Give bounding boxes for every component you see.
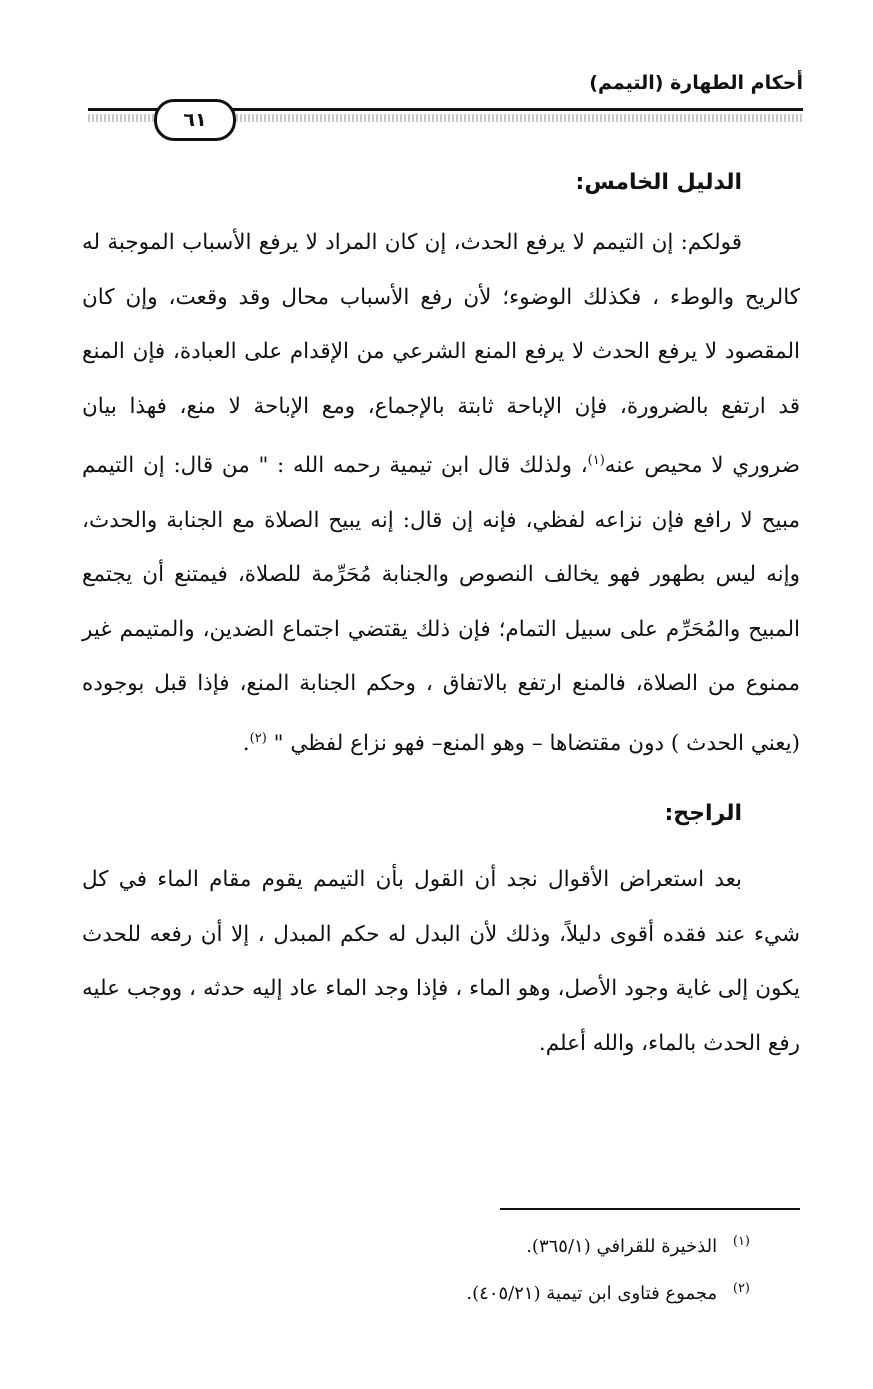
- footnote-2-text: مجموع فتاوى ابن تيمية (٤٠٥/٢١).: [466, 1283, 718, 1304]
- footnote-2: [120, 1281, 800, 1304]
- footnote-reference-1: (١): [587, 453, 605, 468]
- section-heading-fifth-evidence: الدليل الخامس:: [575, 170, 742, 195]
- preferred-opinion-section: [82, 789, 800, 1071]
- footnotes: [120, 1208, 800, 1304]
- footnote-reference-2: (٢): [249, 730, 267, 746]
- footnote-1-marker: (١): [732, 1234, 750, 1249]
- conclusion-paragraph: بعد استعراض الأقوال نجد أن القول بأن التيمم يقوم مقام الماء في كل شيء عند فقده أقوى دليلاً، وذلك لأن البدل له حكم المبدل ، إلا أن رفعه للحدث يكون إلى غاية وجود الأصل، وهو الماء ، فإذا وجد الماء عاد إليه حدثه ، ووجب عليه رفع الحدث بالماء، والله أعلم.: [82, 867, 800, 1056]
- running-title: أحكام الطهارة (التيمم): [589, 72, 803, 94]
- evidence-section: [82, 158, 800, 771]
- footnote-1: [120, 1234, 800, 1257]
- footnote-1-text: الذخيرة للقرافي (٣٦٥/١).: [526, 1236, 718, 1257]
- evidence-paragraph: [82, 216, 800, 771]
- page-header: [88, 68, 803, 138]
- page-number: ٦١: [154, 99, 236, 141]
- evidence-text-end: .: [242, 730, 250, 756]
- evidence-text-part-2: ، ولذلك قال ابن تيمية رحمه الله : " من قال: إن التيمم مبيح لا رافع فإن نزاعه لفظي، فإنه إن قال: إنه يبيح الصلاة مع الجنابة والحدث، وإنه ليس بطهور فهو يخالف النصوص والجنابة مُحَرِّمة للصلاة، فيمتنع أن يجتمع المبيح والمُحَرِّم على سبيل التمام؛ فإن ذلك يقتضي اجتماع الضدين، والمتيمم غير ممنوع من الصلاة، فالمنع ارتفع بالاتفاق ، وحكم الجنابة المنع، فإذا قبل بوجوده (يعني الحدث ) دون مقتضاها – وهو المنع– فهو نزاع لفظي ": [82, 453, 800, 756]
- footnote-2-marker: (٢): [732, 1281, 750, 1296]
- evidence-text-part-1: قولكم: إن التيمم لا يرفع الحدث، إن كان المراد لا يرفع الأسباب الموجبة له كالريح والوطء ، فكذلك الوضوء؛ لأن رفع الأسباب محال وقد وقعت، وإن كان المقصود لا يرفع الحدث لا يرفع المنع الشرعي من الإقدام على العبادة، فإن المنع قد ارتفع بالضرورة، فإن الإباحة ثابتة بالإجماع، ومع الإباحة لا منع، فهذا بيان ضروري لا محيص عنه: [82, 230, 800, 479]
- section-heading-preferred-opinion: الراجح:: [664, 801, 742, 827]
- page-content: [82, 158, 800, 1071]
- footnote-separator: [500, 1208, 800, 1210]
